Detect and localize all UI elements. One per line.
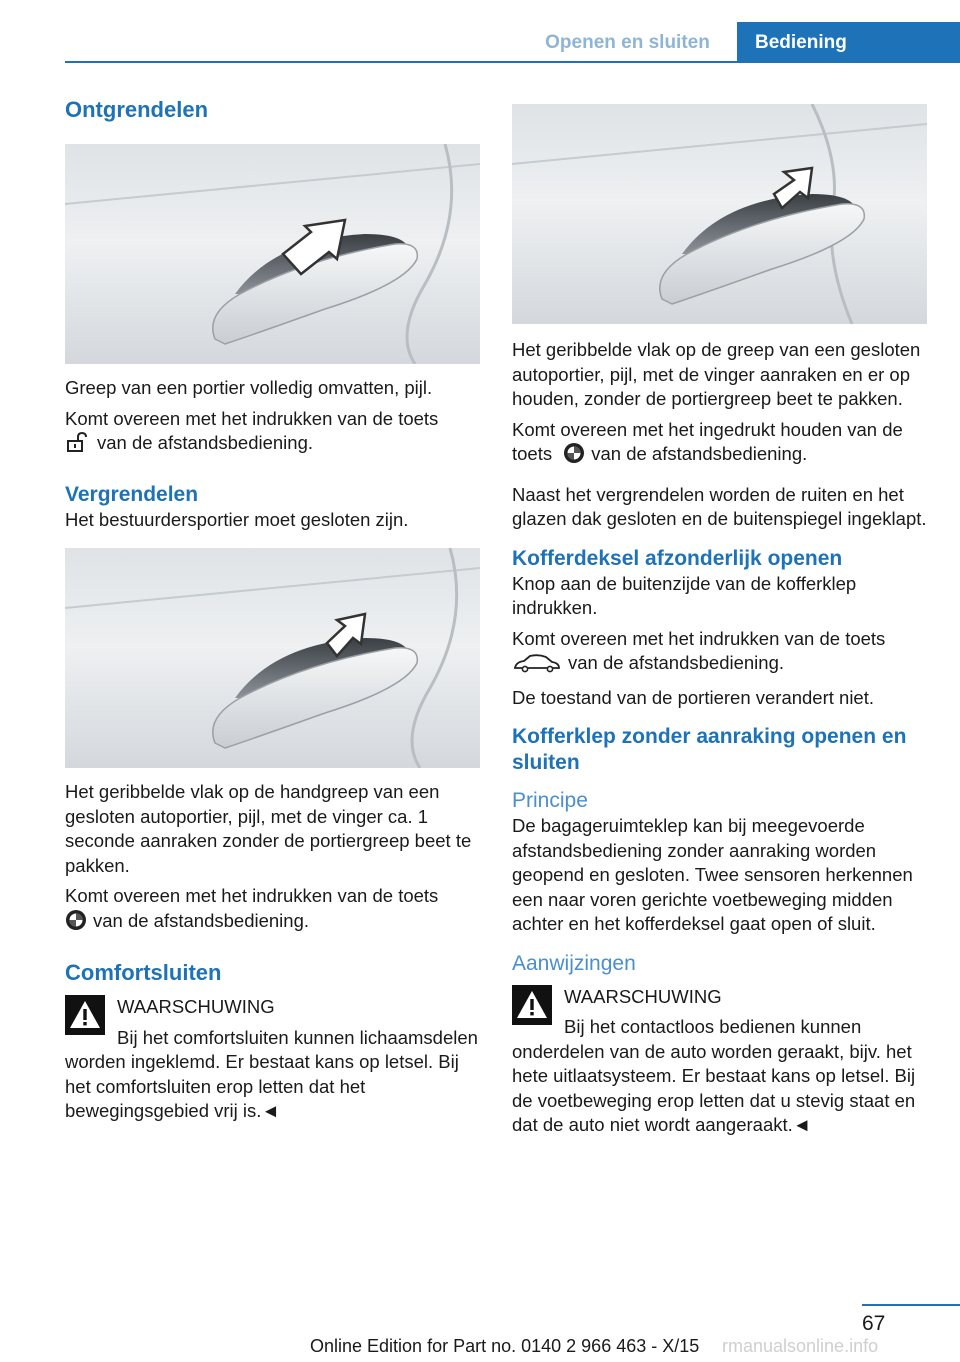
touchless-heading: Kofferklep zonder aanraking openen en sluiten <box>512 725 907 774</box>
lock-paragraph-3-text: Komt overeen met het indrukken van de toets <box>65 885 439 906</box>
trunk-paragraph-2-suffix: van de afstandsbediening. <box>568 652 785 673</box>
hold-paragraph-2-suffix: van de afstandsbediening. <box>591 443 808 464</box>
bmw-logo-icon <box>65 909 87 938</box>
lock-paragraph-2: Het geribbelde vlak op de handgreep van een gesloten autoportier, pijl, met de vinger ca. 1 seconde aanraken zonder de portiergreep beet te pakken. <box>65 781 472 876</box>
header-chapter-tab: Bediening <box>737 22 960 61</box>
touchless-warning <box>512 985 932 1138</box>
hold-paragraph-2 <box>512 418 932 471</box>
trunk-paragraph-2 <box>512 627 932 680</box>
notes-heading: Aanwijzingen <box>512 951 636 975</box>
door-handle-unlock-image <box>65 144 480 364</box>
warning-label: WAARSCHUWING <box>117 996 275 1017</box>
warning-text: Bij het comfortsluiten kunnen lichaamsdelen worden ingeklemd. Er bestaat kans op letsel. Bij het comfortsluiten erop letten dat het bewegingsgebied vrij is.◄ <box>65 1026 478 1121</box>
unlock-heading: Ontgrendelen <box>65 97 209 122</box>
comfort-heading: Comfortsluiten <box>65 960 222 985</box>
watermark: rmanualsonline.info <box>722 1336 879 1356</box>
comfort-warning <box>65 995 485 1124</box>
right-column <box>512 104 932 1138</box>
unlock-paragraph-1: Greep van een portier volledig omvatten, pijl. <box>65 377 433 398</box>
left-column <box>65 96 485 1124</box>
door-handle-hold-image <box>512 104 927 324</box>
trunk-paragraph-3: De toestand van de portieren verandert niet. <box>512 686 875 708</box>
unlock-paragraph-2 <box>65 407 485 460</box>
hold-paragraph-3: Naast het vergrendelen worden de ruiten en het glazen dak gesloten en de buitenspiegel ingeklapt. <box>512 483 927 529</box>
unlock-padlock-icon <box>65 431 91 460</box>
lock-paragraph-3 <box>65 884 485 937</box>
edition-note: Online Edition for Part no. 0140 2 966 463 - X/15 <box>310 1336 700 1356</box>
hold-paragraph-2-text: Komt overeen met het ingedrukt houden van de toets <box>512 418 903 464</box>
unlock-paragraph-2-suffix: van de afstandsbediening. <box>97 432 314 453</box>
header-rule <box>65 61 960 63</box>
warning-triangle-icon <box>512 985 552 1025</box>
door-handle-lock-image <box>65 548 480 768</box>
lock-paragraph-1: Het bestuurdersportier moet gesloten zijn. <box>65 508 409 530</box>
trunk-paragraph-1: Knop aan de buitenzijde van de kofferklep indrukken. <box>512 572 857 618</box>
hold-paragraph-1: Het geribbelde vlak op de greep van een gesloten autoportier, pijl, met de vinger aanraken en er op houden, zonder de portiergreep beet te pakken. <box>512 339 921 409</box>
warning-triangle-icon <box>65 995 105 1035</box>
warning-label: WAARSCHUWING <box>564 985 722 1007</box>
warning-text: Bij het contactloos bedienen kunnen onderdelen van de auto worden geraakt, bijv. het hete uitlaatsysteem. Er bestaat kans op letsel. Bij de voetbeweging erop letten dat u stevig staat en dat de auto niet wordt aangeraakt.◄ <box>512 1016 916 1135</box>
principle-paragraph: De bagageruimteklep kan bij meegevoerde afstandsbediening zonder aanraking worden geopend en gesloten. Twee sensoren herkennen een naar voren gerichte voetbeweging midden achter en het kofferdeksel gaat open of sluit. <box>512 815 913 934</box>
trunk-paragraph-2-text: Komt overeen met het indrukken van de toets <box>512 627 886 649</box>
header-section-title: Openen en sluiten <box>545 32 710 53</box>
car-trunk-icon <box>512 653 562 680</box>
page-number: 67 <box>862 1312 886 1335</box>
lock-paragraph-3-suffix: van de afstandsbediening. <box>93 909 310 931</box>
principle-heading: Principe <box>512 789 588 812</box>
lock-heading: Vergrendelen <box>65 482 199 506</box>
trunk-heading: Kofferdeksel afzonderlijk openen <box>512 546 843 570</box>
bmw-logo-icon <box>563 442 585 471</box>
footer-rule <box>862 1304 960 1306</box>
unlock-paragraph-2-text: Komt overeen met het indrukken van de toets <box>65 407 439 429</box>
